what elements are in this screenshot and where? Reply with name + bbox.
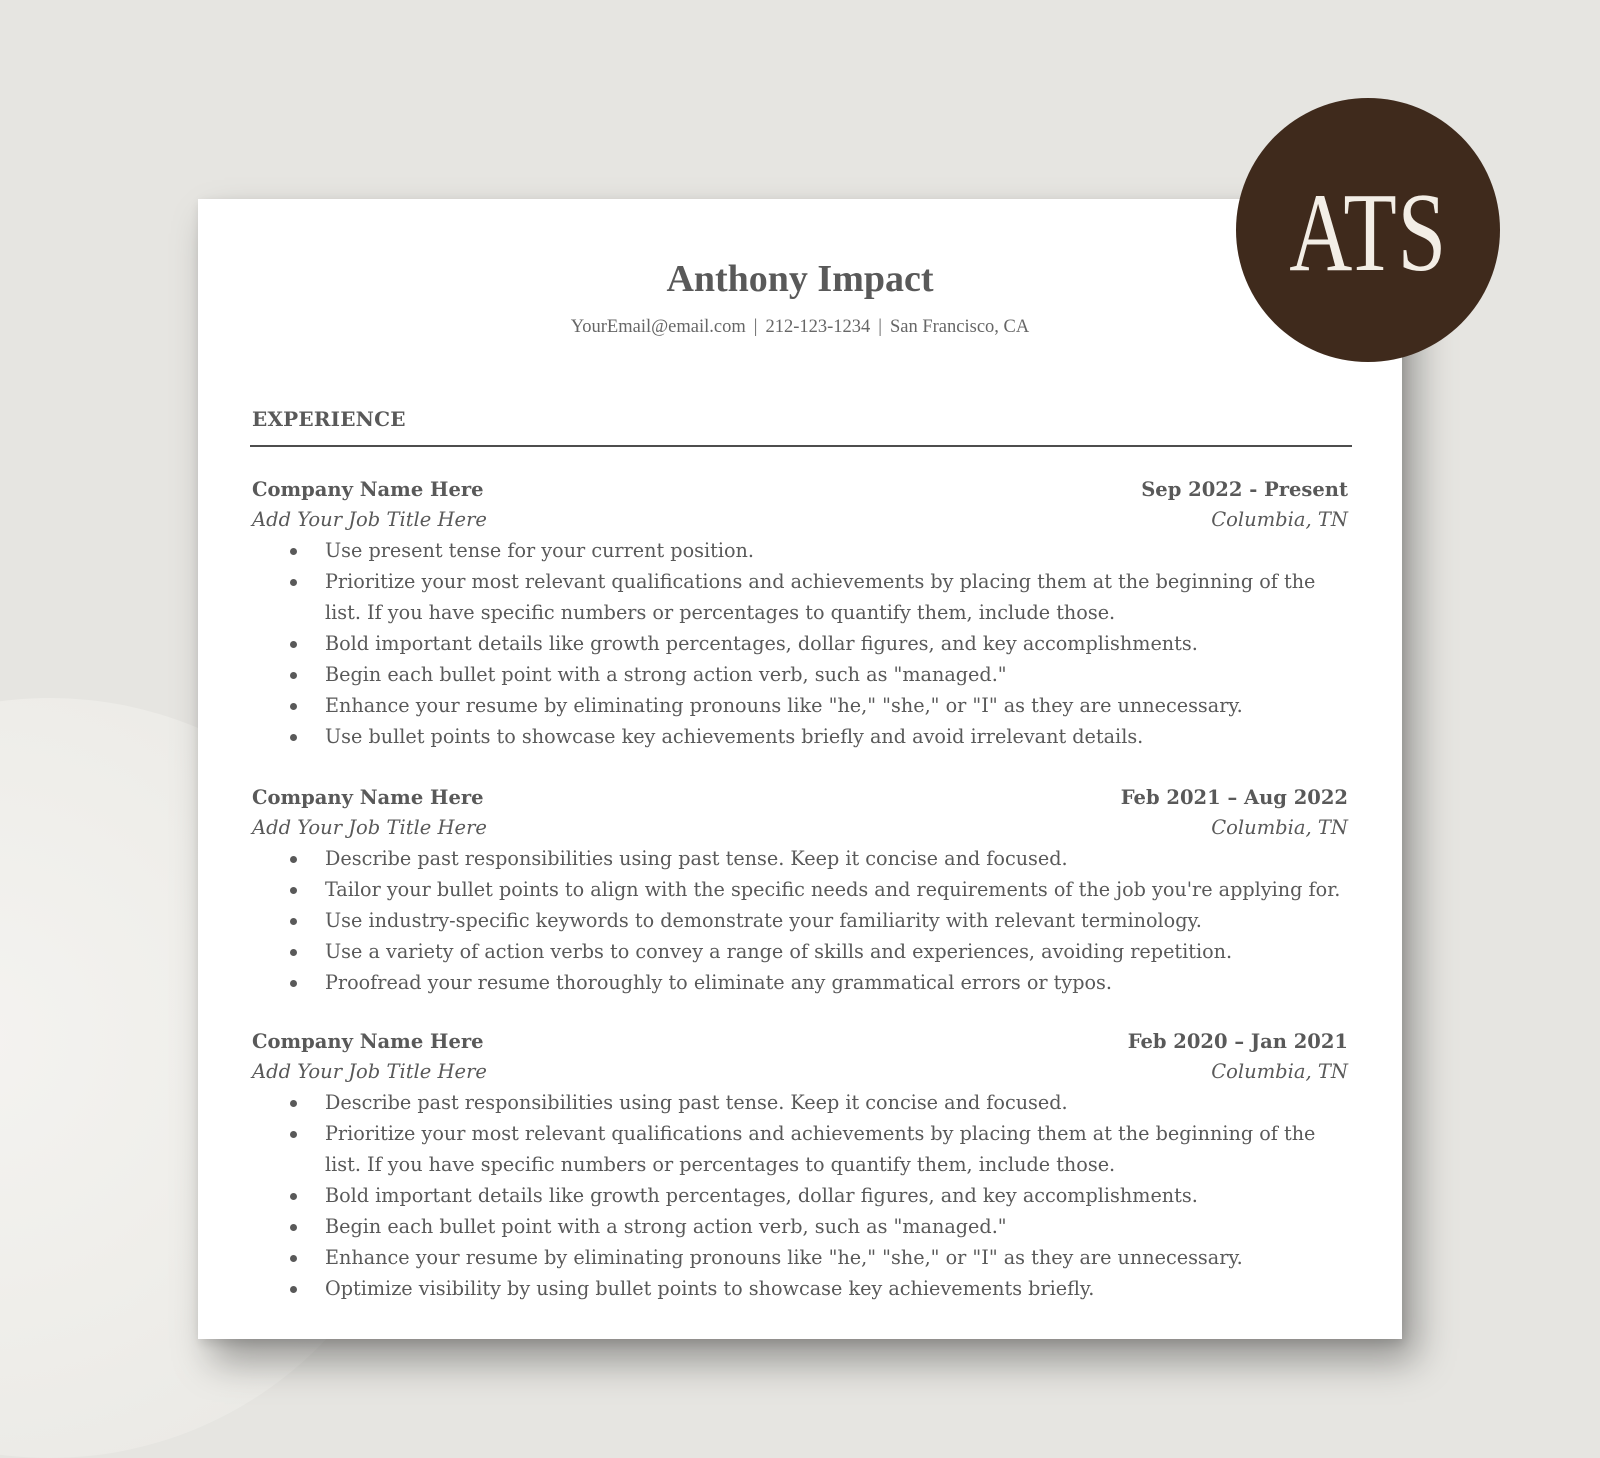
bullet-icon [290,579,297,586]
experience-entry [252,783,1348,998]
ats-badge-label: ATS [1289,171,1447,295]
job-dates: Sep 2022 - Present [1141,478,1348,501]
list-item [252,936,1348,967]
bullet-text: Use present tense for your current position. [325,539,754,562]
bullet-text: Bold important details like growth percentages, dollar figures, and key accomplishments. [325,1184,1198,1207]
bullet-text: Use bullet points to showcase key achievements briefly and avoid irrelevant details. [325,725,1144,748]
job-subheader-row [252,505,1348,535]
bullet-text: Tailor your bullet points to align with the specific needs and requirements of the job you're applying for. [325,878,1341,901]
job-location: Columbia, TN [1211,1060,1348,1083]
bullet-text: Use a variety of action verbs to convey a range of skills and experiences, avoiding repetition. [325,940,1233,963]
list-item [252,690,1348,721]
bullet-text: Use industry-specific keywords to demonstrate your familiarity with relevant terminology. [325,909,1202,932]
section-divider [250,445,1352,447]
bullet-text: Enhance your resume by eliminating pronouns like "he," "she," or "I" as they are unnecessary. [325,1246,1243,1269]
list-item [252,1118,1348,1180]
bullet-text: Begin each bullet point with a strong action verb, such as "managed." [325,663,1007,686]
list-item [252,1180,1348,1211]
bullet-icon [290,641,297,648]
list-item [252,1242,1348,1273]
contact-separator: | [878,317,882,337]
list-item [252,874,1348,905]
list-item [252,721,1348,752]
job-title: Add Your Job Title Here [252,508,487,531]
list-item [252,1087,1348,1118]
job-title: Add Your Job Title Here [252,816,487,839]
job-location: Columbia, TN [1211,508,1348,531]
bullet-icon [290,918,297,925]
bullet-text: Describe past responsibilities using past tense. Keep it concise and focused. [325,1091,1068,1114]
job-header-row [252,1027,1348,1057]
experience-entry [252,1027,1348,1304]
list-item [252,535,1348,566]
list-item [252,566,1348,628]
bullet-icon [290,949,297,956]
bullet-icon [290,1255,297,1262]
ats-badge [1236,98,1500,362]
bullet-icon [290,1224,297,1231]
contact-separator: | [753,317,758,337]
bullet-icon [290,734,297,741]
job-header-row [252,475,1348,505]
contact-phone: 212-123-1234 [765,317,871,337]
company-name: Company Name Here [252,786,484,809]
bullet-text: Begin each bullet point with a strong action verb, such as "managed." [325,1215,1007,1238]
list-item [252,659,1348,690]
bullet-text: Prioritize your most relevant qualifications and achievements by placing them at the beginning of the list. If you have specific numbers or percentages to quantify them, include those. [325,570,1316,624]
bullet-icon [290,856,297,863]
job-dates: Feb 2021 – Aug 2022 [1120,786,1348,809]
job-title: Add Your Job Title Here [252,1060,487,1083]
bullet-text: Describe past responsibilities using past tense. Keep it concise and focused. [325,847,1068,870]
list-item [252,967,1348,998]
bullet-icon [290,887,297,894]
list-item [252,1273,1348,1304]
job-dates: Feb 2020 – Jan 2021 [1127,1030,1348,1053]
bullet-icon [290,703,297,710]
job-subheader-row [252,1057,1348,1087]
job-subheader-row [252,813,1348,843]
job-header-row [252,783,1348,813]
bullet-list [252,535,1348,752]
job-location: Columbia, TN [1211,816,1348,839]
contact-email: YourEmail@email.com [570,317,746,337]
bullet-list [252,843,1348,998]
section-title-experience: EXPERIENCE [252,407,406,431]
experience-entry [252,475,1348,752]
contact-location: San Francisco, CA [889,317,1030,337]
resume-page [198,199,1402,1339]
bullet-text: Optimize visibility by using bullet points to showcase key achievements briefly. [325,1277,1095,1300]
list-item [252,905,1348,936]
bullet-text: Enhance your resume by eliminating pronouns like "he," "she," or "I" as they are unnecessary. [325,694,1243,717]
contact-line [198,315,1402,339]
company-name: Company Name Here [252,478,484,501]
bullet-icon [290,980,297,987]
bullet-text: Proofread your resume thoroughly to eliminate any grammatical errors or typos. [325,971,1112,994]
candidate-name: Anthony Impact [666,258,934,300]
list-item [252,843,1348,874]
bullet-icon [290,1193,297,1200]
list-item [252,628,1348,659]
company-name: Company Name Here [252,1030,484,1053]
bullet-icon [290,672,297,679]
list-item [252,1211,1348,1242]
bullet-icon [290,1286,297,1293]
bullet-text: Prioritize your most relevant qualifications and achievements by placing them at the beginning of the list. If you have specific numbers or percentages to quantify them, include those. [325,1122,1316,1176]
bullet-text: Bold important details like growth percentages, dollar figures, and key accomplishments. [325,632,1198,655]
bullet-icon [290,1100,297,1107]
bullet-icon [290,548,297,555]
bullet-list [252,1087,1348,1304]
bullet-icon [290,1131,297,1138]
